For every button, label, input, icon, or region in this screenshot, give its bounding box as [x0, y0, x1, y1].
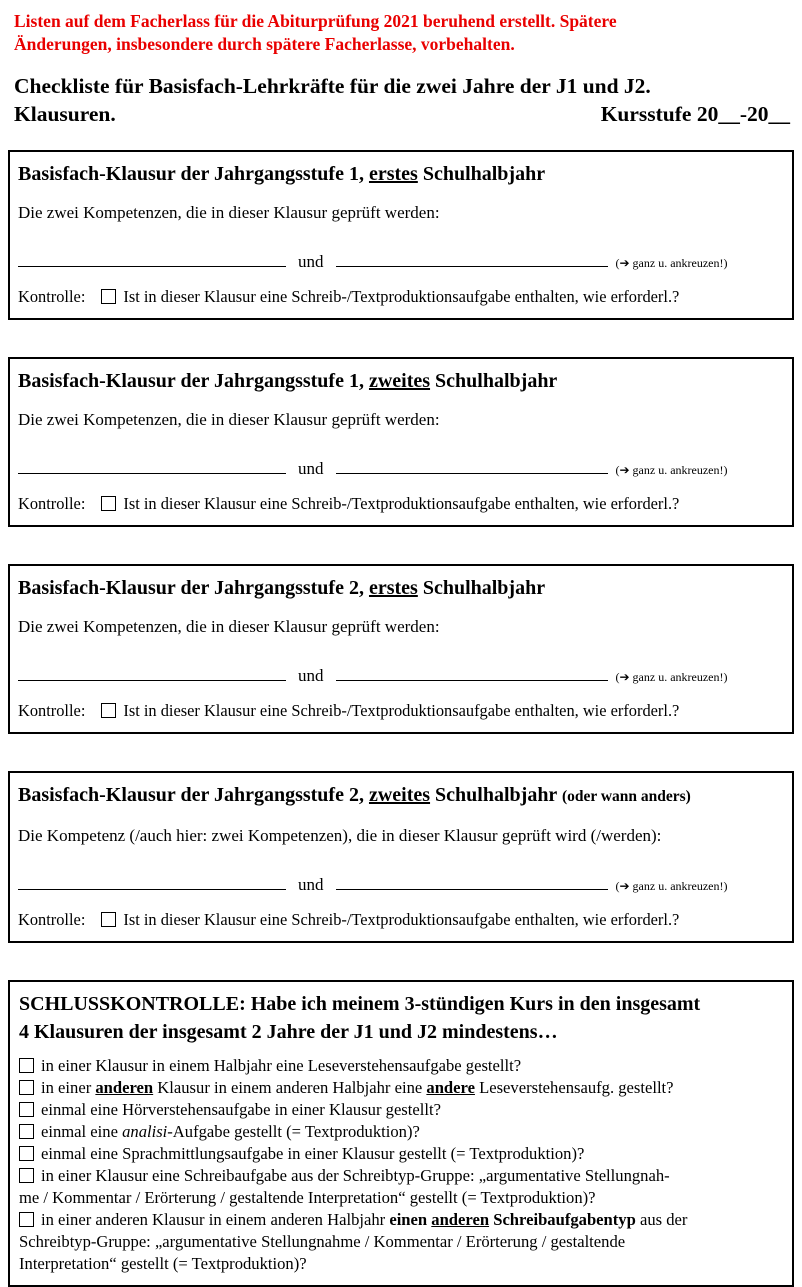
- kompetenz-prompt: Die zwei Kompetenzen, die in dieser Klausur geprüft werden:: [18, 410, 440, 429]
- kompetenz-blank-field-1[interactable]: [18, 875, 286, 890]
- klausur-box-j2-hj2: [8, 771, 794, 943]
- kompetenz-blank-row: [18, 251, 784, 274]
- klausur-box-j1-hj1: [8, 150, 794, 320]
- kompetenz-blank-field-1[interactable]: [18, 459, 286, 474]
- kompetenz-blank-row: [18, 458, 784, 481]
- checklist-item-text: in einer Klausur in einem Halbjahr eine Leseverstehensaufgabe gestellt?: [41, 1056, 522, 1075]
- checkbox-icon[interactable]: [19, 1080, 34, 1095]
- kompetenz-prompt: Die Kompetenz (/auch hier: zwei Kompetenzen), die in dieser Klausur geprüft wird (/werden):: [18, 826, 662, 845]
- kontrolle-question: Ist in dieser Klausur eine Schreib-/Textproduktionsaufgabe enthalten, wie erforderl.?: [123, 701, 680, 720]
- kontrolle-row: [18, 909, 784, 931]
- checklist-item-text: einmal eine Hörverstehensaufgabe in einer Klausur gestellt?: [41, 1100, 441, 1119]
- checkbox-icon[interactable]: [101, 496, 116, 511]
- checklist-item-text: in einer anderen Klausur in einem anderen Halbjahr eine andere Leseverstehensaufg. gestellt?: [41, 1078, 674, 1097]
- kontrolle-label: Kontrolle:: [18, 287, 86, 306]
- checkbox-icon[interactable]: [19, 1058, 34, 1073]
- und-connector: und: [298, 875, 324, 894]
- ankreuzen-note: (➔ ganz u. ankreuzen!): [615, 256, 728, 270]
- kontrolle-label: Kontrolle:: [18, 701, 86, 720]
- schlusskontrolle-heading: SCHLUSSKONTROLLE: Habe ich meinem 3-stündigen Kurs in den insgesamt 4 Klausuren der insgesamt 2 Jahre der J1 und J2 mindestens…: [19, 993, 701, 1043]
- kompetenz-prompt: Die zwei Kompetenzen, die in dieser Klausur geprüft werden:: [18, 617, 440, 636]
- kontrolle-row: [18, 700, 784, 722]
- checkbox-icon[interactable]: [101, 703, 116, 718]
- kompetenz-blank-field-1[interactable]: [18, 252, 286, 267]
- checklist-item-text: in einer Klausur eine Schreibaufgabe aus der Schreibtyp-Gruppe: „argumentative Stellungnah- me / Kommentar / Erörterung / gestaltende Interpretation“ gestellt (= Textproduktion)?: [19, 1166, 670, 1207]
- checkbox-icon[interactable]: [101, 289, 116, 304]
- kompetenz-prompt: Die zwei Kompetenzen, die in dieser Klausur geprüft werden:: [18, 203, 440, 222]
- checkbox-icon[interactable]: [101, 912, 116, 927]
- kompetenz-blank-field-2[interactable]: [336, 252, 608, 267]
- kursstufe-field[interactable]: Kursstufe 20__-20__: [600, 102, 790, 126]
- ankreuzen-note: (➔ ganz u. ankreuzen!): [615, 670, 728, 684]
- page-title-line-1: Checkliste für Basisfach-Lehrkräfte für die zwei Jahre der J1 und J2.: [14, 74, 651, 98]
- checkbox-icon[interactable]: [19, 1102, 34, 1117]
- checklist-item-text: einmal eine Sprachmittlungsaufgabe in einer Klausur gestellt (= Textproduktion)?: [41, 1144, 585, 1163]
- checkbox-icon[interactable]: [19, 1212, 34, 1227]
- und-connector: und: [298, 666, 324, 685]
- klausur-box-heading: Basisfach-Klausur der Jahrgangsstufe 1, erstes Schulhalbjahr: [18, 163, 546, 185]
- ankreuzen-note: (➔ ganz u. ankreuzen!): [615, 463, 728, 477]
- checklist-item: [19, 1055, 783, 1077]
- red-notice-line-1: Listen auf dem Facherlass für die Abiturprüfung 2021 beruhend erstellt. Spätere: [14, 11, 617, 31]
- checklist-item-text: einmal eine analisi-Aufgabe gestellt (= Textproduktion)?: [41, 1122, 420, 1141]
- klausur-box-heading: Basisfach-Klausur der Jahrgangsstufe 2, zweites Schulhalbjahr (oder wann anders): [18, 784, 691, 806]
- kontrolle-question: Ist in dieser Klausur eine Schreib-/Textproduktionsaufgabe enthalten, wie erforderl.?: [123, 494, 680, 513]
- checklist-item: [19, 1077, 783, 1099]
- checklist-item: [19, 1209, 783, 1275]
- kompetenz-blank-field-2[interactable]: [336, 666, 608, 681]
- kontrolle-row: [18, 286, 784, 308]
- klausur-box-heading: Basisfach-Klausur der Jahrgangsstufe 1, zweites Schulhalbjahr: [18, 370, 558, 392]
- kompetenz-blank-row: [18, 874, 784, 897]
- kontrolle-label: Kontrolle:: [18, 494, 86, 513]
- kompetenz-blank-field-2[interactable]: [336, 459, 608, 474]
- kontrolle-question: Ist in dieser Klausur eine Schreib-/Textproduktionsaufgabe enthalten, wie erforderl.?: [123, 910, 680, 929]
- kontrolle-question: Ist in dieser Klausur eine Schreib-/Textproduktionsaufgabe enthalten, wie erforderl.?: [123, 287, 680, 306]
- checkbox-icon[interactable]: [19, 1168, 34, 1183]
- checklist-item-text: in einer anderen Klausur in einem anderen Halbjahr einen anderen Schreibaufgabentyp aus der Schreibtyp-Gruppe: „argumentative Stellungnahme / Kommentar / Erörterung / gestaltende Interpretation“ gestellt (= Textproduktion)?: [19, 1210, 688, 1273]
- klausur-box-j1-hj2: [8, 357, 794, 527]
- page-title: [14, 72, 790, 128]
- kontrolle-row: [18, 493, 784, 515]
- checklist-item: [19, 1121, 783, 1143]
- kontrolle-label: Kontrolle:: [18, 910, 86, 929]
- checkbox-icon[interactable]: [19, 1124, 34, 1139]
- checklist-item: [19, 1143, 783, 1165]
- klausur-box-j2-hj1: [8, 564, 794, 734]
- klausur-box-heading: Basisfach-Klausur der Jahrgangsstufe 2, erstes Schulhalbjahr: [18, 577, 546, 599]
- final-checklist: [19, 1055, 783, 1275]
- red-notice-line-2: Änderungen, insbesondere durch spätere Facherlasse, vorbehalten.: [14, 34, 515, 54]
- und-connector: und: [298, 459, 324, 478]
- kompetenz-blank-field-1[interactable]: [18, 666, 286, 681]
- page-title-line-2: Klausuren.: [14, 102, 116, 126]
- schlusskontrolle-box: [8, 980, 794, 1287]
- red-notice: [14, 10, 790, 56]
- checklist-item: [19, 1099, 783, 1121]
- checkbox-icon[interactable]: [19, 1146, 34, 1161]
- kompetenz-blank-field-2[interactable]: [336, 875, 608, 890]
- checklist-item: [19, 1165, 783, 1209]
- ankreuzen-note: (➔ ganz u. ankreuzen!): [615, 879, 728, 893]
- kompetenz-blank-row: [18, 665, 784, 688]
- und-connector: und: [298, 252, 324, 271]
